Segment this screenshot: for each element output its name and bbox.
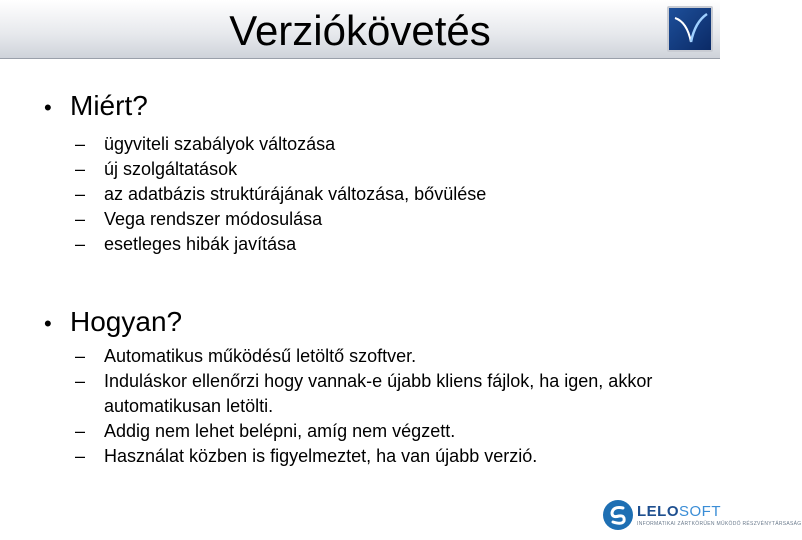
bullet-icon: • bbox=[44, 95, 52, 120]
brand-name bbox=[637, 503, 721, 520]
section-heading bbox=[44, 306, 182, 340]
dash-icon: – bbox=[75, 209, 86, 229]
slide-title: Verziókövetés bbox=[229, 7, 491, 54]
brand-name-light: SOFT bbox=[679, 503, 721, 520]
list-item bbox=[75, 344, 695, 369]
list-item bbox=[75, 419, 695, 444]
list-item bbox=[75, 182, 675, 207]
sub-list bbox=[75, 132, 675, 257]
list-item-text: ügyviteli szabályok változása bbox=[104, 134, 336, 154]
brand-name-bold: LELO bbox=[637, 503, 679, 520]
dash-icon: – bbox=[75, 371, 86, 391]
list-item-text: esetleges hibák javítása bbox=[104, 234, 297, 254]
dash-icon: – bbox=[75, 421, 86, 441]
bullet-icon: • bbox=[44, 311, 52, 336]
lelosoft-logo-icon bbox=[603, 500, 633, 530]
list-item-text: az adatbázis struktúrájának változása, bővülése bbox=[104, 184, 487, 204]
dash-icon: – bbox=[75, 346, 86, 366]
list-item-text: Addig nem lehet belépni, amíg nem végzett. bbox=[104, 421, 456, 441]
list-item bbox=[75, 444, 695, 469]
vega-logo-mark bbox=[669, 8, 711, 50]
title-bar bbox=[0, 0, 720, 59]
dash-icon: – bbox=[75, 234, 86, 254]
list-item bbox=[75, 369, 695, 419]
dash-icon: – bbox=[75, 184, 86, 204]
list-item bbox=[75, 157, 675, 182]
sub-list bbox=[75, 344, 695, 469]
list-item bbox=[75, 232, 675, 257]
list-item-text: Vega rendszer módosulása bbox=[104, 209, 323, 229]
brand-tagline: INFORMATIKAI ZÁRTKÖRŰEN MŰKÖDŐ RÉSZVÉNYTÁRSASÁG bbox=[637, 521, 802, 527]
heading-text: Hogyan? bbox=[70, 306, 183, 337]
dash-icon: – bbox=[75, 159, 86, 179]
section-miert bbox=[44, 90, 487, 254]
list-item bbox=[75, 132, 675, 157]
lelosoft-brand bbox=[603, 500, 802, 534]
lelosoft-logo-mark bbox=[603, 500, 633, 530]
heading-text: Miért? bbox=[70, 90, 148, 121]
section-hogyan bbox=[44, 306, 653, 466]
list-item bbox=[75, 207, 675, 232]
vega-logo-icon bbox=[667, 6, 713, 52]
dash-icon: – bbox=[75, 134, 86, 154]
list-item-text: Automatikus működésű letöltő szoftver. bbox=[104, 346, 417, 366]
list-item-text: Használat közben is figyelmeztet, ha van újabb verzió. bbox=[104, 446, 538, 466]
section-heading bbox=[44, 90, 148, 124]
list-item-text: Induláskor ellenőrzi hogy vannak-e újabb kliens fájlok, ha igen, akkor automatikusan letölti. bbox=[104, 371, 653, 416]
dash-icon: – bbox=[75, 446, 86, 466]
list-item-text: új szolgáltatások bbox=[104, 159, 238, 179]
